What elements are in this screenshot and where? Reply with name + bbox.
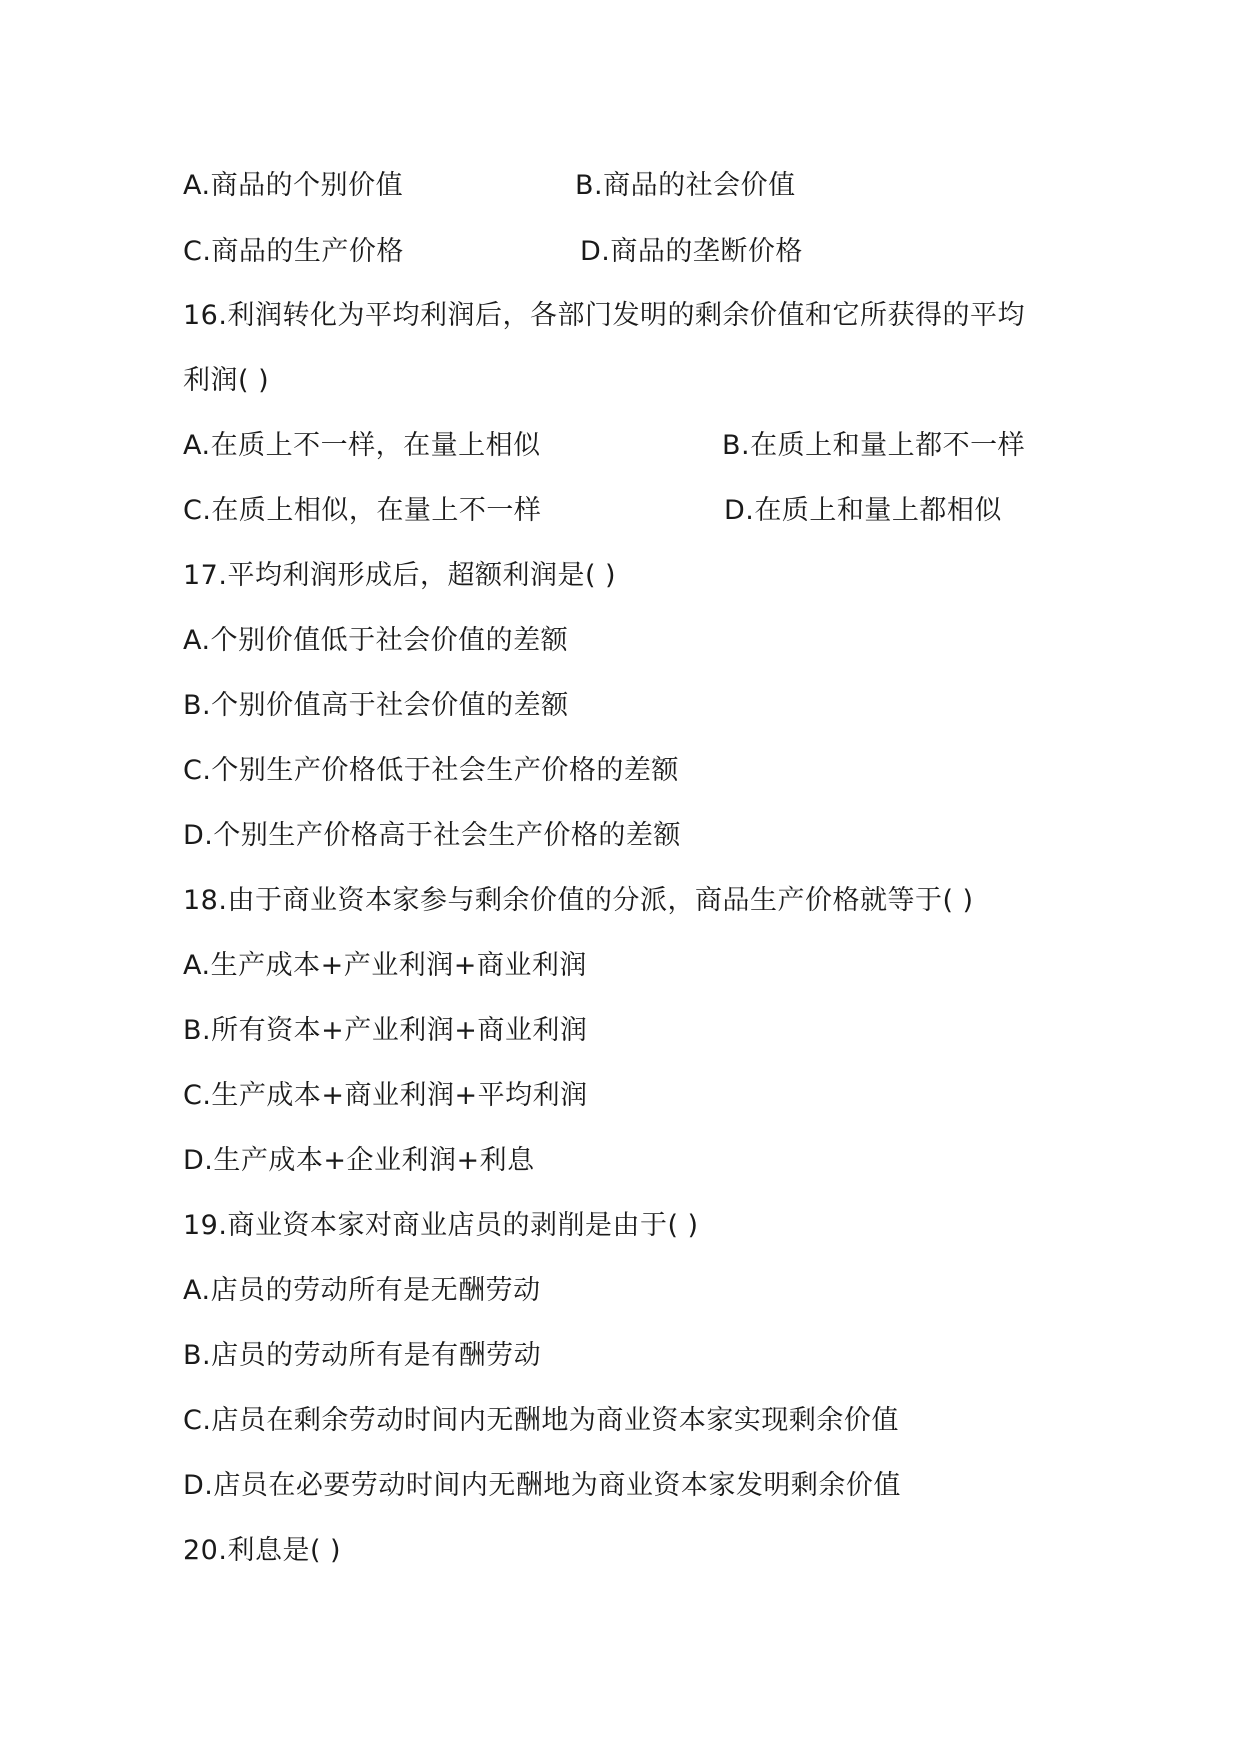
q17-option-d: D.个别生产价格高于社会生产价格的差额 bbox=[183, 820, 681, 851]
q18-option-b: B.所有资本+产业利润+商业利润 bbox=[183, 1015, 588, 1046]
q19-option-c: C.店员在剩余劳动时间内无酬地为商业资本家实现剩余价值 bbox=[183, 1405, 899, 1436]
q16-option-b: B.在质上和量上都不一样 bbox=[722, 430, 1026, 461]
q16-option-d: D.在质上和量上都相似 bbox=[724, 495, 1002, 526]
q16-stem-line1: 16.利润转化为平均利润后，各部门发明的剩余价值和它所获得的平均 bbox=[183, 300, 1025, 331]
q18-option-d: D.生产成本+企业利润+利息 bbox=[183, 1145, 535, 1176]
q18-option-a: A.生产成本+产业利润+商业利润 bbox=[183, 950, 587, 981]
q19-option-b: B.店员的劳动所有是有酬劳动 bbox=[183, 1340, 542, 1371]
q20-stem: 20.利息是( ) bbox=[183, 1535, 342, 1566]
q17-option-a: A.个别价值低于社会价值的差额 bbox=[183, 625, 569, 656]
q16-option-c: C.在质上相似，在量上不一样 bbox=[183, 495, 542, 526]
q16-stem-line2: 利润( ) bbox=[183, 365, 270, 396]
q17-option-b: B.个别价值高于社会价值的差额 bbox=[183, 690, 569, 721]
q15-option-b: B.商品的社会价值 bbox=[575, 170, 796, 201]
q15-option-d: D.商品的垄断价格 bbox=[580, 236, 803, 267]
q19-option-a: A.店员的劳动所有是无酬劳动 bbox=[183, 1275, 541, 1306]
q18-stem: 18.由于商业资本家参与剩余价值的分派，商品生产价格就等于( ) bbox=[183, 885, 974, 916]
q18-option-c: C.生产成本+商业利润+平均利润 bbox=[183, 1080, 588, 1111]
q17-option-c: C.个别生产价格低于社会生产价格的差额 bbox=[183, 755, 679, 786]
q17-stem: 17.平均利润形成后，超额利润是( ) bbox=[183, 560, 617, 591]
q15-option-a: A.商品的个别价值 bbox=[183, 170, 404, 201]
q19-stem: 19.商业资本家对商业店员的剥削是由于( ) bbox=[183, 1210, 699, 1241]
q16-option-a: A.在质上不一样，在量上相似 bbox=[183, 430, 541, 461]
q19-option-d: D.店员在必要劳动时间内无酬地为商业资本家发明剩余价值 bbox=[183, 1470, 901, 1501]
q15-option-c: C.商品的生产价格 bbox=[183, 236, 404, 267]
